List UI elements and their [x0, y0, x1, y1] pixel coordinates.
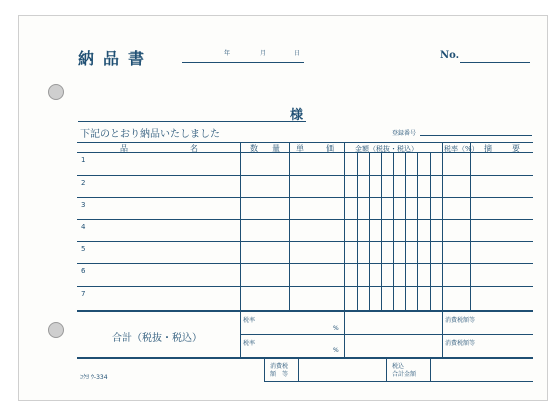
summary-bottom-line	[264, 381, 533, 382]
honorific-sama: 様	[290, 108, 304, 123]
summary-left-border	[264, 357, 265, 381]
col-divider-item	[240, 142, 241, 357]
table-bottom-border	[77, 357, 533, 359]
total-label: 合計（税抜・税込）	[112, 333, 202, 344]
row-line	[77, 175, 533, 176]
tax-rate-label-1: 税率	[243, 317, 256, 324]
amount-row-divider	[344, 334, 533, 335]
consumption-tax-b: 額 等	[270, 371, 289, 378]
summary-divider	[430, 357, 431, 381]
digit-divider	[369, 152, 370, 310]
row-number: 5	[81, 245, 86, 253]
date-day-label: 日	[294, 50, 301, 57]
row-number: 7	[81, 290, 86, 298]
digit-divider	[405, 152, 406, 310]
header-qty-a: 数	[250, 144, 258, 153]
row-line	[77, 197, 533, 198]
number-label: No.	[440, 50, 460, 61]
percent-2: %	[333, 347, 339, 354]
row-number: 1	[81, 156, 86, 164]
header-item-b: 名	[190, 144, 198, 153]
row-number: 3	[81, 201, 86, 209]
percent-1: %	[333, 325, 339, 332]
row-number: 6	[81, 267, 86, 275]
header-item-a: 品	[120, 144, 128, 153]
delivery-statement: 下記のとおり納品いたしました	[80, 129, 220, 140]
header-amount: 金額（税抜・税込）	[355, 145, 418, 153]
binding-hole-top	[48, 84, 64, 100]
document-title: 納品書	[78, 49, 154, 68]
digit-divider	[381, 152, 382, 310]
consumption-tax-label-2: 消費税額等	[445, 340, 476, 347]
product-code: ｺｸﾖ ｳ-334	[80, 374, 108, 381]
digit-divider	[417, 152, 418, 310]
row-line	[77, 263, 533, 264]
table-top-border	[77, 142, 533, 143]
header-remarks-a: 摘	[484, 144, 492, 153]
registration-underline	[420, 135, 532, 136]
items-bottom-line	[77, 310, 533, 312]
row-number: 4	[81, 223, 86, 231]
date-year-label: 年	[224, 50, 231, 57]
row-line	[77, 286, 533, 287]
header-price-a: 単	[296, 144, 304, 153]
header-remarks-b: 要	[512, 144, 520, 153]
consumption-tax-label-1: 消費税額等	[445, 317, 476, 324]
registration-number-label: 登録番号	[392, 130, 417, 137]
summary-divider	[298, 357, 299, 381]
consumption-tax-a: 消費税	[270, 363, 289, 370]
header-tax-rate: 税率（%）	[444, 145, 479, 153]
incl-tax-b: 合計金額	[392, 371, 417, 378]
date-underline	[182, 62, 304, 63]
digit-divider	[393, 152, 394, 310]
col-divider-price	[344, 142, 345, 357]
header-qty-b: 量	[272, 144, 280, 153]
digit-divider	[357, 152, 358, 310]
incl-tax-a: 税込	[392, 363, 405, 370]
recipient-underline	[78, 121, 306, 122]
col-divider-amount	[442, 142, 443, 357]
row-line	[77, 241, 533, 242]
summary-divider	[386, 357, 387, 381]
col-divider-qty	[289, 142, 290, 310]
header-price-b: 価	[326, 144, 334, 153]
col-divider-tax	[470, 142, 471, 310]
date-month-label: 月	[260, 50, 267, 57]
tax-row-divider	[240, 334, 344, 335]
row-line	[77, 219, 533, 220]
digit-divider	[430, 152, 431, 310]
row-number: 2	[81, 179, 86, 187]
binding-hole-bottom	[48, 322, 64, 338]
tax-rate-label-2: 税率	[243, 340, 256, 347]
number-underline	[460, 62, 530, 63]
